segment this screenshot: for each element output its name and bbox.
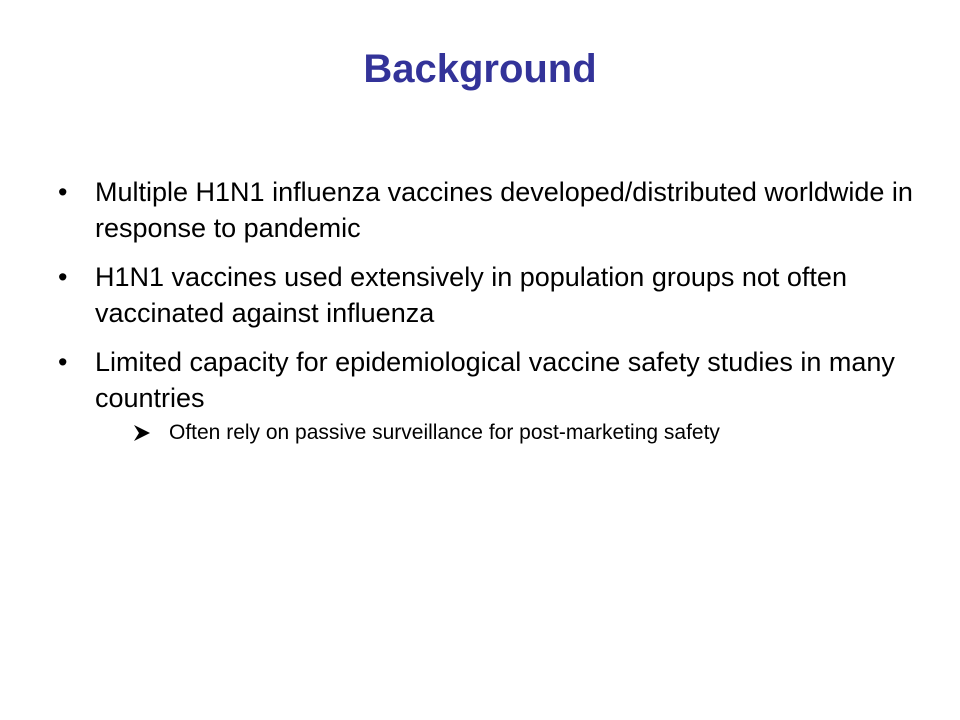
sub-bullet-text: Often rely on passive surveillance for post-marketing safety: [169, 421, 720, 444]
bullet-list: [58, 174, 918, 461]
bullet-dot-icon: •: [58, 262, 68, 292]
sub-bullet-item: [132, 418, 918, 448]
bullet-dot-icon: •: [58, 347, 68, 377]
bullet-item: [58, 259, 918, 331]
bullet-text: Limited capacity for epidemiological vaccine safety studies in many countries: [95, 347, 895, 413]
bullet-dot-icon: •: [58, 177, 68, 207]
bullet-text: Multiple H1N1 influenza vaccines developed/distributed worldwide in response to pandemic: [95, 177, 913, 243]
bullet-item: [58, 344, 918, 448]
slide-title: Background: [363, 47, 597, 91]
bullet-text: H1N1 vaccines used extensively in population groups not often vaccinated against influenza: [95, 262, 847, 328]
bullet-item: [58, 174, 918, 246]
arrowhead-bullet-icon: [132, 423, 152, 443]
